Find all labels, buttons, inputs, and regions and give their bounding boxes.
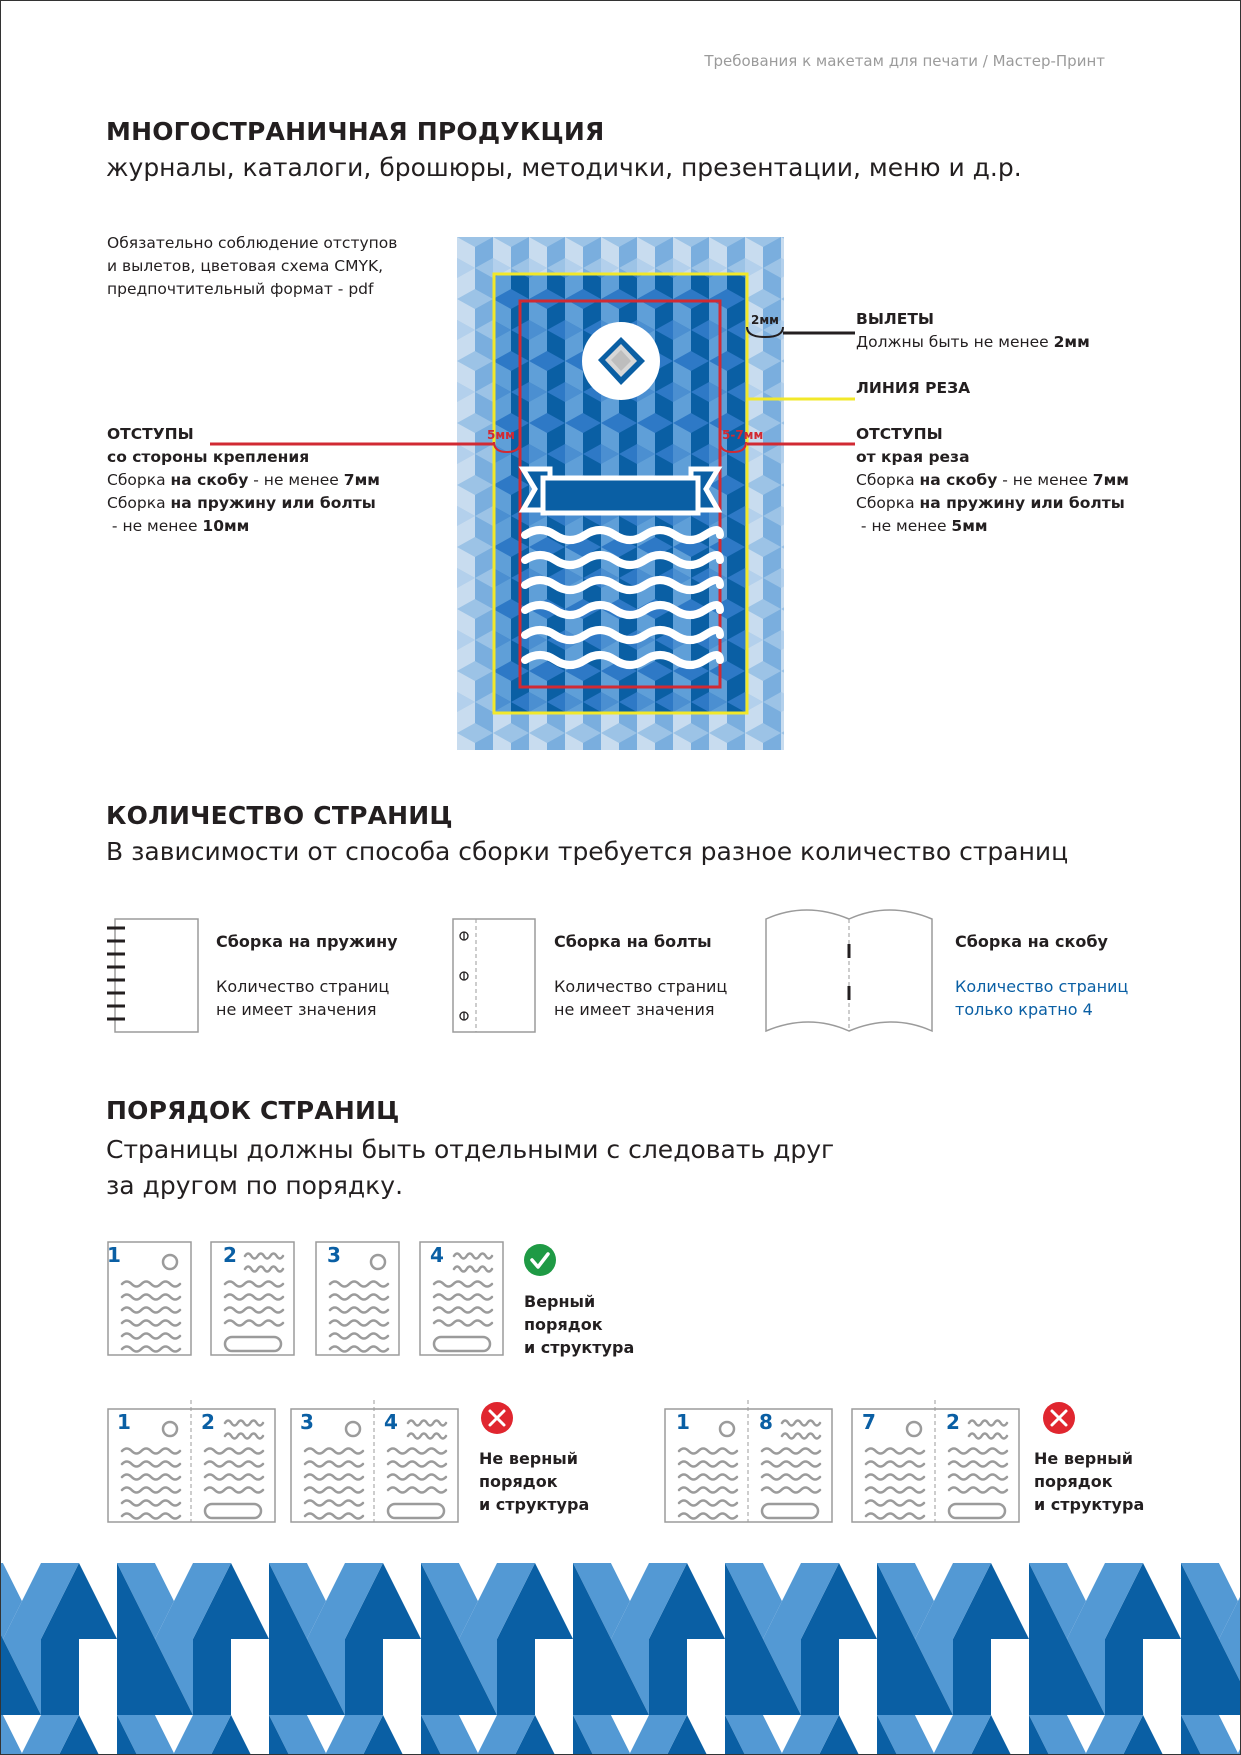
binding-text: Количество страниц — [216, 977, 390, 996]
intro-line: Обязательно соблюдение отступов — [107, 234, 398, 252]
page-number: 4 — [430, 1243, 444, 1267]
binding-text: только кратно 4 — [955, 1000, 1093, 1019]
binding-spiral — [216, 930, 398, 1021]
page-number: 3 — [327, 1243, 341, 1267]
section-subtitle-page-order: Страницы должны быть отдельными с следовать друг за другом по порядку. — [106, 1135, 835, 1200]
left-margin-size-label: 5мм — [487, 428, 515, 442]
note-line: Сборка на пружину или болты — [856, 494, 1125, 512]
bolt-binding-icon — [453, 919, 535, 1032]
note-title: ОТСТУПЫ — [856, 425, 943, 443]
layout-diagram — [0, 0, 1241, 800]
section-subtitle-multipage: журналы, каталоги, брошюры, методички, презентации, меню и д.р. — [106, 153, 1022, 182]
bleed-size-label: 2мм — [751, 313, 779, 327]
note-title: ОТСТУПЫ — [107, 425, 194, 443]
note-line: - не менее 5мм — [856, 517, 988, 535]
page-spread — [108, 1400, 275, 1522]
correct-order-caption: Верный порядок и структура — [524, 1292, 635, 1357]
page-number: 4 — [384, 1410, 398, 1434]
note-subtitle: со стороны крепления — [107, 448, 310, 466]
binding-staple — [955, 930, 1128, 1021]
page-spread — [665, 1400, 832, 1522]
cut-line-note: ЛИНИЯ РЕЗА — [856, 379, 971, 397]
section-subtitle-page-count: В зависимости от способа сборки требуется разное количество страниц — [106, 837, 1069, 866]
wrong-order-caption-2: Не верный порядок и структура — [1034, 1449, 1145, 1514]
trim-margin-note — [856, 423, 1129, 538]
note-line: - не менее 10мм — [107, 517, 250, 535]
cross-icon — [1043, 1402, 1075, 1434]
note-title: ВЫЛЕТЫ — [856, 310, 934, 328]
running-header: Требования к макетам для печати / Мастер-Принт — [704, 52, 1105, 70]
binding-title: Сборка на болты — [554, 932, 712, 951]
page-number: 8 — [759, 1410, 773, 1434]
page-number: 2 — [946, 1410, 960, 1434]
page-number: 2 — [201, 1410, 215, 1434]
cross-icon — [481, 1402, 513, 1434]
check-icon — [524, 1244, 556, 1276]
binding-title: Сборка на скобу — [955, 932, 1108, 951]
section-title-multipage: МНОГОСТРАНИЧНАЯ ПРОДУКЦИЯ — [106, 117, 605, 146]
spiral-binding-icon — [107, 919, 198, 1032]
intro-line: и вылетов, цветовая схема CMYK, — [107, 257, 384, 275]
staple-binding-icon — [766, 910, 932, 1031]
binding-margin-note — [107, 423, 380, 538]
note-line: Сборка на скобу - не менее 7мм — [107, 471, 380, 489]
intro-line: предпочтительный формат - pdf — [107, 280, 374, 298]
logo-icon — [582, 322, 660, 400]
right-margin-size-label: 5-7мм — [722, 428, 764, 442]
note-line: Сборка на скобу - не менее 7мм — [856, 471, 1129, 489]
page-number: 7 — [862, 1410, 876, 1434]
page-spread — [291, 1400, 458, 1522]
ribbon-icon — [523, 469, 718, 513]
binding-title: Сборка на пружину — [216, 932, 398, 951]
page-number: 1 — [107, 1243, 121, 1267]
binding-text: не имеет значения — [554, 1000, 715, 1019]
binding-text: не имеет значения — [216, 1000, 377, 1019]
page-number: 3 — [300, 1410, 314, 1434]
section-title-page-order: ПОРЯДОК СТРАНИЦ — [106, 1096, 400, 1125]
note-subtitle: от края реза — [856, 448, 970, 466]
page-number: 1 — [676, 1410, 690, 1434]
page-number: 2 — [223, 1243, 237, 1267]
binding-bolts — [554, 930, 727, 1021]
note-line: Должны быть не менее 2мм — [856, 333, 1090, 351]
wrong-order-caption-1: Не верный порядок и структура — [479, 1449, 590, 1514]
page-number: 1 — [117, 1410, 131, 1434]
footer-cube-pattern — [0, 1563, 1241, 1755]
section-title-page-count: КОЛИЧЕСТВО СТРАНИЦ — [106, 801, 453, 830]
bleed-note — [856, 308, 1090, 354]
binding-text: Количество страниц — [554, 977, 728, 996]
note-line: Сборка на пружину или болты — [107, 494, 376, 512]
page-spread — [852, 1400, 1019, 1522]
binding-text: Количество страниц — [955, 977, 1129, 996]
